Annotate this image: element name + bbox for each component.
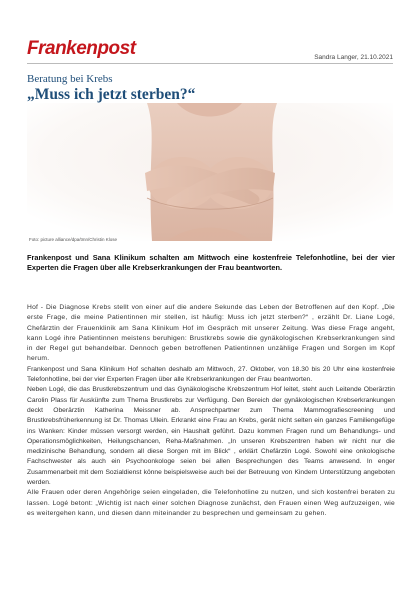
masthead-logo: Frankenpost bbox=[27, 38, 136, 59]
article-paragraph: Neben Logé, die das Brustkrebszentrum und das Gynäkologische Krebszentrum Hof leitet, steht auch Leitende Oberärztin Carolin Plass für Auskünfte zum Thema Brustkrebs zur Verfügung. Den Bereich der gynäkologischen Krebserkrankungen deckt Oberärztin Katherina Meissner ab. Ansprechpartner zum Thema Mammografiescreening und Brustkrebsfrüherkennung ist Dr. Thomas Ullein. Erkrankt eine Frau an Krebs, gerät nicht selten ein ganzes Familiengefüge ins Wanken: Kinder müssen versorgt werden, ein Haushalt geführt. Dazu kommen Fragen rund um Behandlungs- und Operationsmöglichkeiten, Heilungschancen, Reha-Maßnahmen. „In unseren Krebszentren haben wir nicht nur die medizinische Behandlung, sondern all diese Sorgen mit im Blick“ , erklärt Chefärztin Logé. Sowohl eine onkologische Fachschwester als auch ein Psychoonkologe seien bei allen Besprechungen des Teams anwesend. In enger Zusammenarbeit mit dem Sozialdienst könne beispielsweise auch bei der Betreuung von Kindern Unterstützung angeboten werden. bbox=[27, 386, 395, 487]
article-headline: „Muss ich jetzt sterben?“ bbox=[27, 86, 196, 103]
article-kicker: Beratung bei Krebs bbox=[27, 73, 113, 85]
article-paragraph: Hof - Die Diagnose Krebs stellt von einer auf die andere Sekunde das Leben der Betroffenen auf den Kopf. „Die erste Frage, die meine Patientinnen mir stellen, ist häufig: Muss ich jetzt sterben?“ , erzählt Dr. Liane Logé, Chefärztin der Frauenklinik am Sana Klinikum Hof im Gespräch mit unserer Zeitung. Was diese Frage angeht, kann Logé ihre Patientinnen meistens beruhigen: Brustkrebs sowie die gynäkologischen Krebserkrankungen sind in der Regel gut behandelbar. Dennoch geben betroffenen Patientinnen unzählige Fragen und Sorgen im Kopf herum. bbox=[27, 304, 395, 363]
article-byline: Sandra Langer, 21.10.2021 bbox=[314, 54, 393, 61]
article-paragraph: Frankenpost und Sana Klinikum Hof schalten deshalb am Mittwoch, 27. Oktober, von 18.30 bis 20 Uhr eine kostenfreie Telefonhotline, bei der vier Experten Fragen über alle Krebserkrankungen der Frau beantworten. bbox=[27, 365, 395, 384]
article-paragraph: Alle Frauen oder deren Angehörige seien eingeladen, die Telefonhotline zu nutzen, und sich kostenfrei beraten zu lassen. Logé betont: „Wichtig ist nach einer solchen Diagnose zunächst, den Frauen einen Weg aufzuzeigen, wie es weitergehen kann, und diesen dann miteinander zu besprechen und gemeinsam zu gehen. bbox=[27, 489, 395, 517]
photo-credit: Foto: picture alliance/dpa/tmn/Christin Klose bbox=[29, 237, 118, 242]
article-photo bbox=[27, 103, 393, 241]
article-body bbox=[27, 303, 395, 519]
article-lead: Frankenpost und Sana Klinikum schalten am Mittwoch eine kostenfreie Telefonhotline, bei der vier Experten die Fragen über alle Krebserkrankungen der Frau beantworten. bbox=[27, 253, 395, 272]
masthead-divider bbox=[27, 63, 393, 64]
